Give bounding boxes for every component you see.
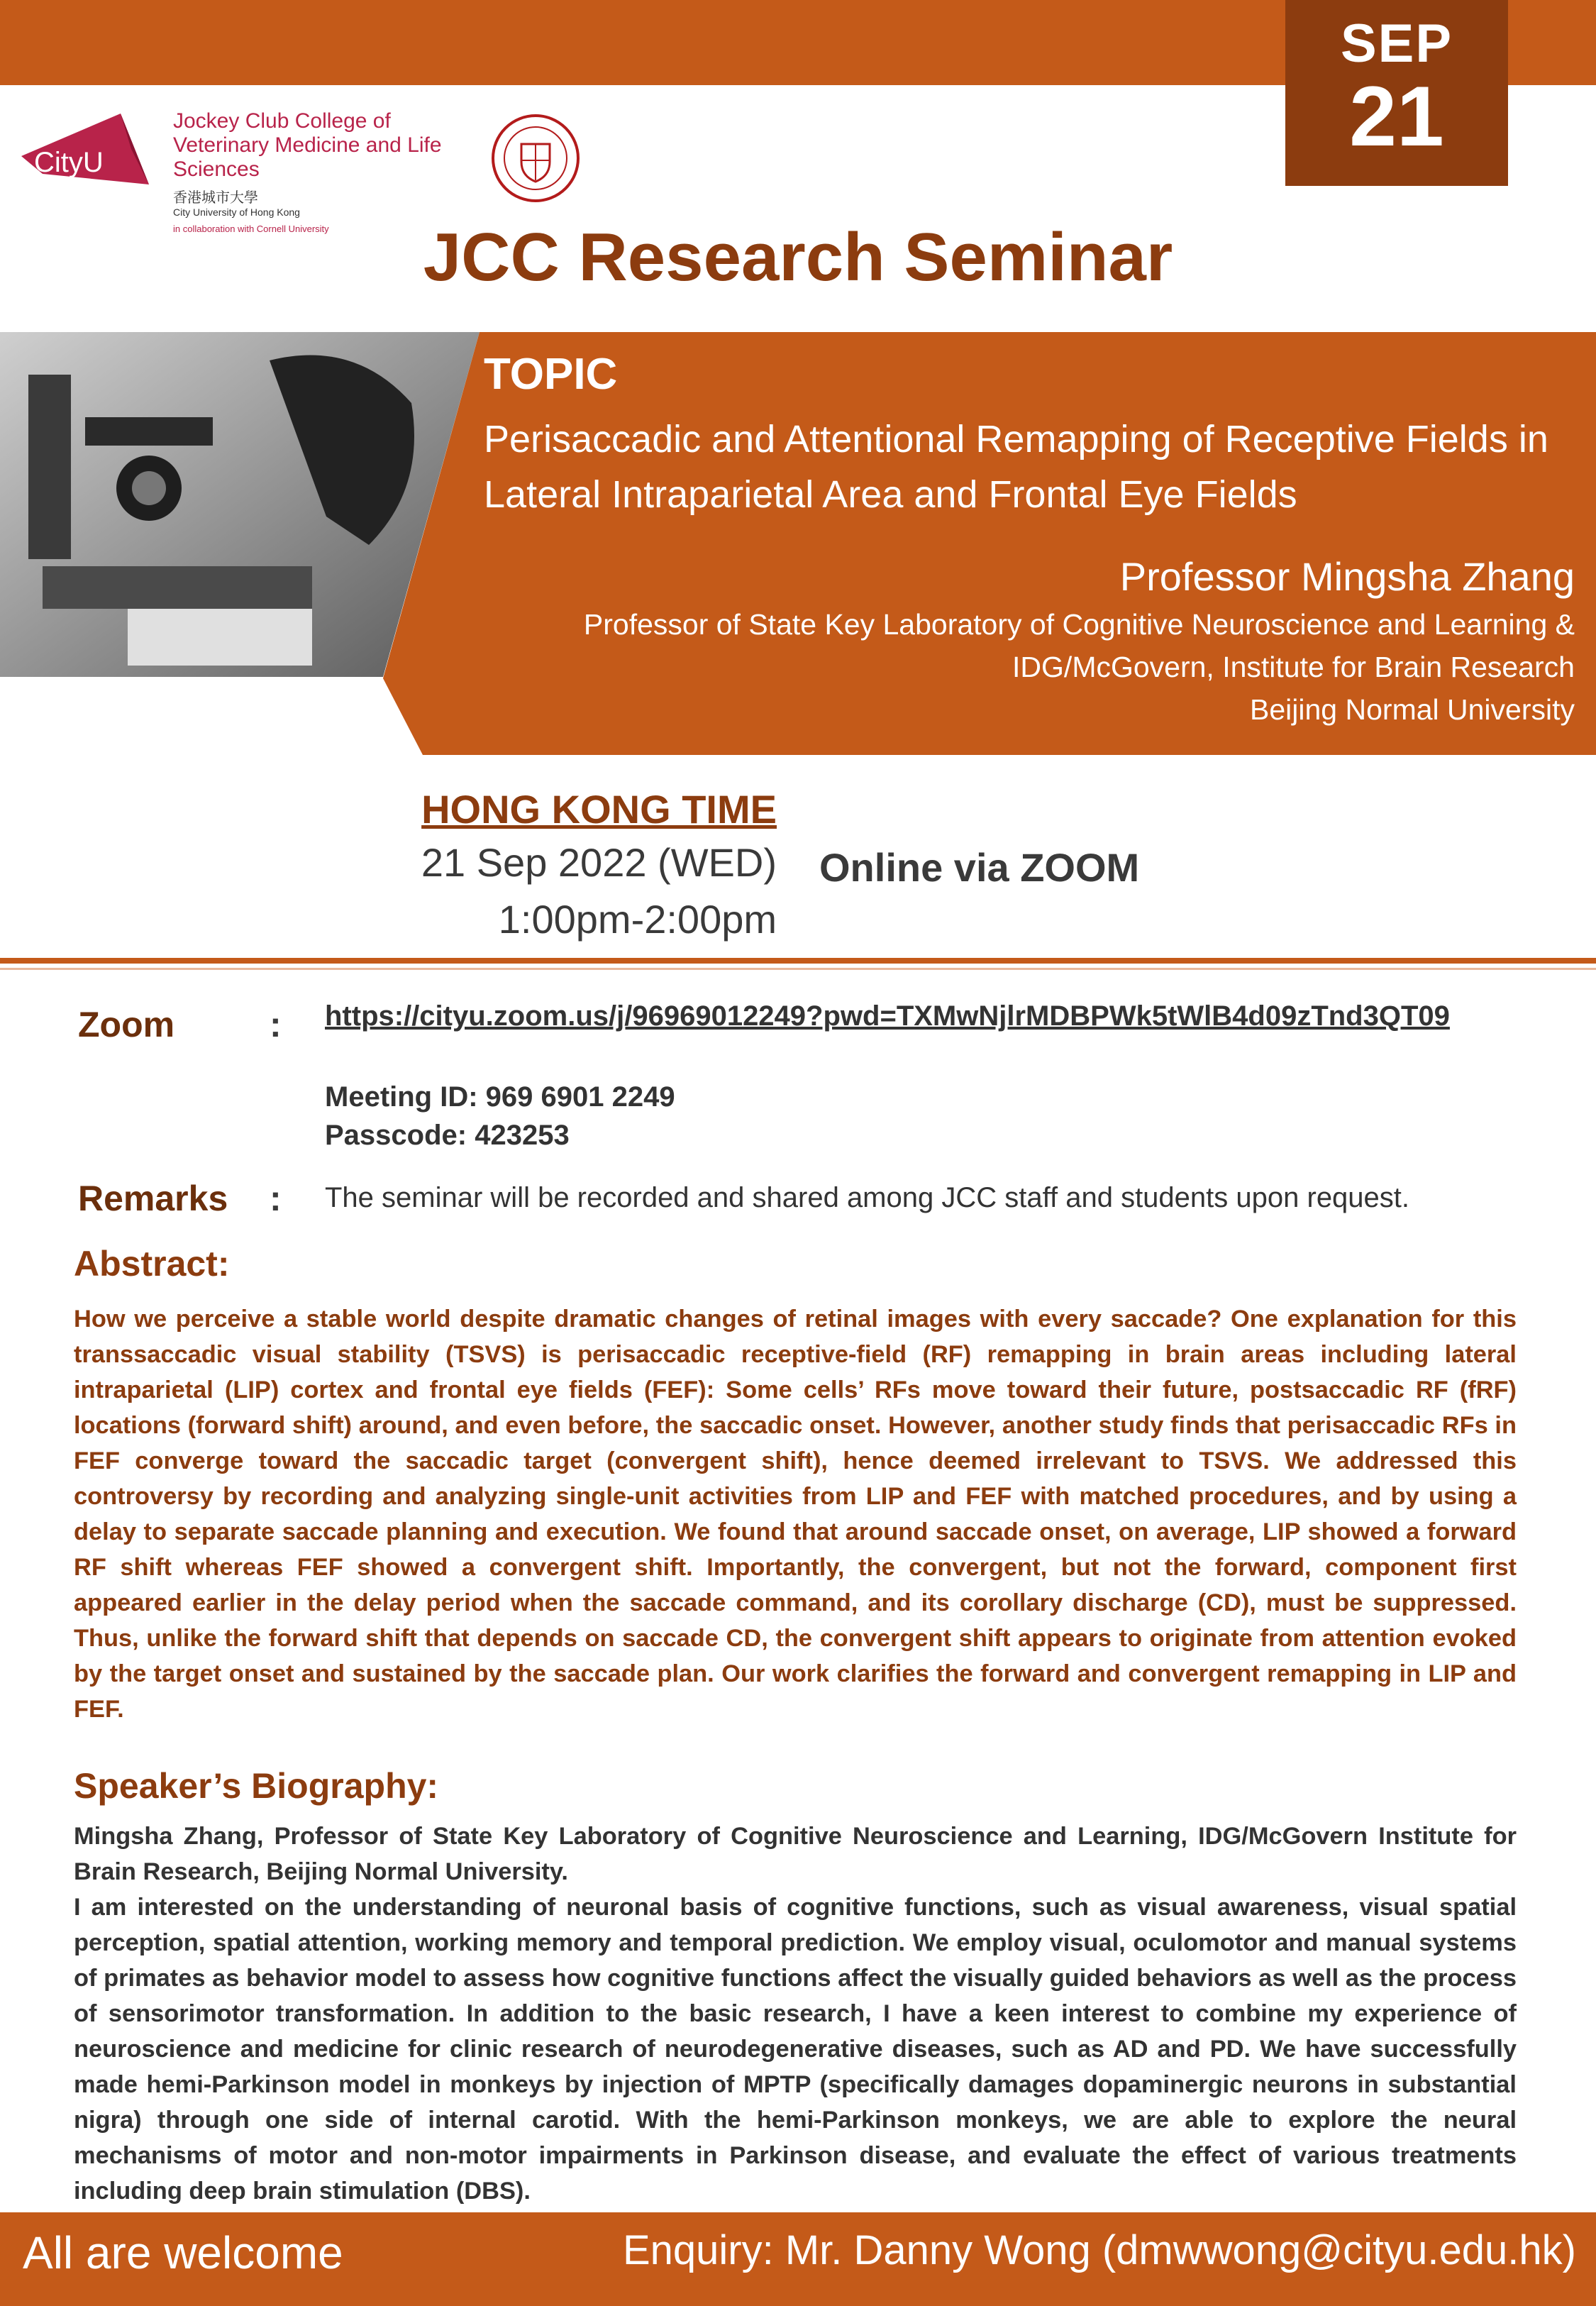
passcode: Passcode: 423253	[325, 1120, 570, 1151]
date-badge	[1285, 0, 1508, 186]
date-day: 21	[1349, 69, 1444, 164]
time-heading: HONG KONG TIME	[421, 787, 777, 832]
collaboration-note: in collaboration with Cornell University	[173, 224, 329, 234]
cityu-logo	[14, 106, 156, 192]
meeting-id: Meeting ID: 969 6901 2249	[325, 1081, 675, 1113]
event-venue: Online via ZOOM	[819, 845, 1140, 890]
enquiry-contact: Enquiry: Mr. Danny Wong (dmwwong@cityu.edu.hk)	[622, 2227, 1576, 2273]
divider	[0, 968, 1596, 970]
college-name: Jockey Club College of Veterinary Medicine and Life Sciences	[173, 109, 442, 181]
remarks-text: The seminar will be recorded and shared among JCC staff and students upon request.	[325, 1182, 1410, 1213]
cornell-seal-icon	[489, 112, 582, 204]
biography-heading: Speaker’s Biography:	[74, 1766, 439, 1806]
zoom-link[interactable]: https://cityu.zoom.us/j/96969012249?pwd=TXMwNjlrMDBPWk5tWlB4d09zTnd3QT09	[325, 1000, 1450, 1032]
biography-intro: Mingsha Zhang, Professor of State Key Laboratory of Cognitive Neuroscience and Learning, IDG/McGovern Institute for Brain Research, Beijing Normal University.	[74, 1823, 1517, 1885]
speaker-affiliation-line: Professor of State Key Laboratory of Cognitive Neuroscience and Learning &	[583, 608, 1575, 641]
topic-title: Perisaccadic and Attentional Remapping of Receptive Fields in Lateral Intraparietal Area and Frontal Eye Fields	[484, 418, 1548, 516]
college-name-block	[173, 109, 492, 234]
cityu-logo-text: CityU	[34, 147, 104, 178]
topic-label: TOPIC	[484, 350, 618, 399]
biography-text: I am interested on the understanding of neuronal basis of cognitive functions, such as visual awareness, visual spatial perception, spatial attention, working memory and temporal prediction. We employ visual, oculomotor and manual systems of primates as behavior model to assess how cognitive functions affect the visually guided behaviors as well as the process of sensorimotor transformation. In addition to the basic research, I have a keen interest to combine my experience of neuroscience and medicine for clinic research of neurodegenerative diseases, such as AD and PD. We have successfully made hemi-Parkinson model in monkeys by injection of MPTP (specifically damages dopaminergic neurons in substantial nigra) through one side of internal carotid. With the hemi-Parkinson monkeys, we are able to explore the neural mechanisms of motor and non-motor impairments in Parkinson disease, and evaluate the effect of various treatments including deep brain stimulation (DBS).	[74, 1894, 1517, 2205]
remarks-colon: :	[270, 1179, 282, 1218]
speaker-affiliation-line: Beijing Normal University	[1250, 693, 1575, 726]
college-name-zh: 香港城市大學	[173, 190, 258, 206]
speaker-affiliation-line: IDG/McGovern, Institute for Brain Research	[1012, 651, 1575, 683]
zoom-label: Zoom	[78, 1005, 175, 1044]
date-month: SEP	[1340, 13, 1453, 74]
university-name: City University of Hong Kong	[173, 206, 300, 218]
page-title: JCC Research Seminar	[423, 219, 1173, 295]
speaker-name: Professor Mingsha Zhang	[1119, 554, 1575, 599]
event-hours: 1:00pm-2:00pm	[498, 897, 777, 942]
zoom-colon: :	[270, 1005, 282, 1044]
event-date: 21 Sep 2022 (WED)	[421, 840, 777, 885]
lab-photo	[0, 332, 482, 677]
abstract-text: How we perceive a stable world despite dramatic changes of retinal images with every saccade? One explanation for this transsaccadic visual stability (TSVS) is perisaccadic receptive-field (RF) remapping in brain areas including lateral intraparietal (LIP) cortex and frontal eye fields (FEF): Some cells’ RFs move toward their future, postsaccadic RF (fRF) locations (forward shift) around, and even before, the saccadic onset. However, another study finds that perisaccadic RFs in FEF converge toward the saccadic target (convergent shift), hence deemed irrelevant to TSVS. We addressed this controversy by recording and analyzing single-unit activities from LIP and FEF with matched procedures, and by using a delay to separate saccade planning and execution. We found that around saccade onset, on average, LIP showed a forward RF shift whereas FEF showed a convergent shift. Importantly, the convergent, but not the forward, component first appeared earlier in the delay period when the saccade command, and its corollary discharge (CD), must be suppressed. Thus, unlike the forward shift that depends on saccade CD, the convergent shift appears to originate from attention evoked by the target onset and sustained by the saccade plan. Our work clarifies the forward and convergent remapping in LIP and FEF.	[74, 1306, 1517, 1723]
speaker-affiliation	[440, 603, 1575, 731]
time-block	[298, 785, 777, 948]
abstract-heading: Abstract:	[74, 1244, 230, 1284]
welcome-text: All are welcome	[23, 2227, 343, 2278]
divider	[0, 958, 1596, 964]
remarks-label: Remarks	[78, 1179, 228, 1218]
